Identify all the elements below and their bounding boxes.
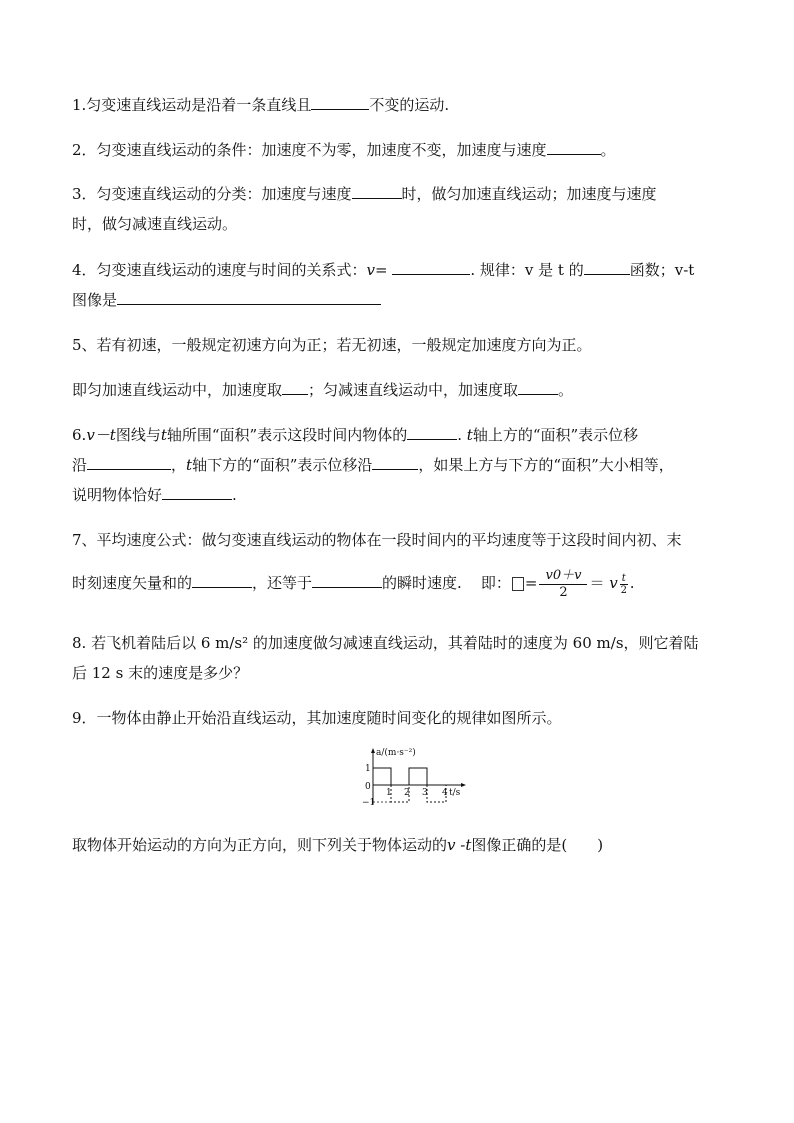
x-axis-label: t/s	[449, 788, 461, 798]
question-2-text-b: 。	[600, 141, 616, 159]
y-axis-label: a/(m·s⁻²)	[376, 748, 416, 758]
question-5-line-2	[72, 380, 573, 400]
question-3-line-1	[72, 184, 657, 204]
blank-2[interactable]	[547, 140, 601, 155]
blank-4a[interactable]	[392, 260, 470, 275]
y-tick-neg1: −1	[362, 798, 376, 808]
question-10-text-b: 图像正确的是( )	[471, 836, 604, 854]
blank-6b[interactable]	[87, 455, 171, 470]
question-6-text-e: 轴上方的“面积”表示位移	[472, 426, 639, 444]
question-8-line-1	[72, 633, 699, 653]
question-4-text-b: . 规律：v 是 t 的	[470, 261, 584, 279]
question-6-text-h: 轴下方的“面积”表示位移沿	[192, 456, 373, 474]
question-4-text-d: 图像是	[72, 291, 118, 309]
question-6-line-3	[72, 485, 237, 505]
question-3-text-c: 时，做匀减速直线运动。	[72, 215, 238, 233]
question-6-text-g: ，	[171, 456, 187, 474]
question-2	[72, 140, 616, 160]
question-4-text-a: 4．匀变速直线运动的速度与时间的关系式：	[72, 261, 367, 279]
blank-4c[interactable]	[117, 290, 381, 305]
x-tick-3: 3	[422, 788, 428, 798]
question-6-text-b: 图线与	[115, 426, 161, 444]
question-4-line-2	[72, 290, 381, 310]
question-9-text-a: 9．一物体由静止开始沿直线运动，其加速度随时间变化的规律如图所示。	[72, 709, 562, 727]
question-6-text-f: 沿	[72, 456, 88, 474]
question-6-text-i: ，如果上方与下方的“面积”大小相等，	[418, 456, 674, 474]
question-5-text-d: 。	[558, 381, 574, 399]
question-6-text-k: .	[232, 486, 237, 504]
question-6-line-1	[72, 425, 638, 445]
velocity-fraction	[539, 568, 587, 601]
question-6-text-c: 轴所围“面积”表示这段时间内物体的	[166, 426, 408, 444]
question-1	[72, 95, 449, 115]
blank-6c[interactable]	[372, 455, 418, 470]
mid-time-velocity: v	[609, 574, 618, 592]
question-7-line-1	[72, 530, 682, 550]
question-10-text-a: 取物体开始运动的方向为正方向，则下列关于物体运动的	[72, 836, 448, 854]
question-5-text-b: 即匀加速直线运动中，加速度取	[72, 381, 283, 399]
blank-5b[interactable]	[518, 380, 558, 395]
question-2-text-a: 2．匀变速直线运动的条件：加速度不为零，加速度不变，加速度与速度	[72, 141, 547, 159]
question-8-line-2	[72, 663, 248, 683]
question-3-text-b: 时，做匀加速直线运动；加速度与速度	[401, 185, 657, 203]
blank-4b[interactable]	[584, 260, 630, 275]
question-8-text-b: 后 12 s 末的速度是多少？	[72, 664, 249, 682]
y-tick-1: 1	[365, 764, 371, 774]
equals-sign: =	[375, 261, 388, 279]
question-6-text-d: .	[457, 426, 462, 444]
y-axis-arrow-icon	[371, 748, 375, 753]
t-symbol-3: t	[186, 456, 193, 474]
segment-0-1	[373, 768, 391, 785]
question-8-text-a: 8. 若飞机着陆后以 6 m/s² 的加速度做匀减速直线运动，其着陆时的速度为 60 m/s，则它着陆	[72, 634, 699, 652]
t-symbol-1: t	[160, 426, 167, 444]
fraction-denominator: 2	[559, 584, 568, 600]
question-3-text-a: 3．匀变速直线运动的分类：加速度与速度	[72, 185, 352, 203]
question-9	[72, 708, 562, 728]
blank-6a[interactable]	[407, 425, 457, 440]
equals-sign-3: ＝	[589, 574, 605, 592]
fraction-numerator: v0＋v	[539, 568, 587, 585]
question-1-text-b: 不变的运动.	[369, 96, 450, 114]
equals-sign-2: =	[524, 574, 538, 592]
question-3-line-2	[72, 214, 237, 234]
x-tick-2: 2	[404, 788, 410, 798]
vt-symbol: v－t	[86, 426, 116, 444]
acceleration-time-graph	[360, 746, 470, 808]
subscript-numerator: t	[621, 572, 626, 584]
blank-7a[interactable]	[192, 573, 252, 588]
question-10	[72, 835, 603, 855]
question-5-line-1	[72, 335, 592, 355]
x-tick-4: 4	[442, 788, 448, 798]
x-tick-1: 1	[386, 788, 392, 798]
question-5-text-a: 5、若有初速，一般规定初速方向为正；若无初速，一般规定加速度方向为正。	[72, 336, 592, 354]
question-7-text-b: 时刻速度矢量和的	[72, 574, 193, 592]
blank-7b[interactable]	[312, 573, 382, 588]
blank-5a[interactable]	[282, 380, 308, 395]
subscript-fraction	[620, 573, 628, 596]
blank-3a[interactable]	[352, 184, 402, 199]
question-7-text-c: ，还等于	[252, 574, 313, 592]
x-axis-arrow-icon	[461, 783, 466, 787]
question-7-text-a: 7、平均速度公式：做匀变速直线运动的物体在一段时间内的平均速度等于这段时间内初、末	[72, 531, 682, 549]
question-6-text-a: 6.	[72, 426, 87, 444]
question-5-text-c: ；匀减速直线运动中，加速度取	[308, 381, 519, 399]
question-6-line-2	[72, 455, 674, 475]
segment-2-3	[409, 768, 427, 785]
question-4-text-c: 函数；v-t	[629, 261, 695, 279]
vt-symbol-2: v -t	[447, 836, 472, 854]
question-1-text-a: 1.匀变速直线运动是沿着一条直线且	[72, 96, 312, 114]
question-7-line-2	[72, 565, 635, 609]
question-4-line-1	[72, 260, 694, 280]
t-symbol-2: t	[466, 426, 473, 444]
average-velocity-symbol	[512, 577, 524, 591]
question-7-text-d: 的瞬时速度.	[382, 574, 462, 592]
blank-1[interactable]	[311, 95, 369, 110]
question-7-end: .	[629, 574, 635, 592]
subscript-denominator: 2	[620, 584, 627, 596]
velocity-symbol: v	[366, 261, 376, 279]
question-7-text-e: 即：	[480, 574, 511, 592]
question-6-text-j: 说明物体恰好	[72, 486, 163, 504]
y-tick-0: 0	[365, 782, 371, 792]
blank-6d[interactable]	[162, 485, 232, 500]
